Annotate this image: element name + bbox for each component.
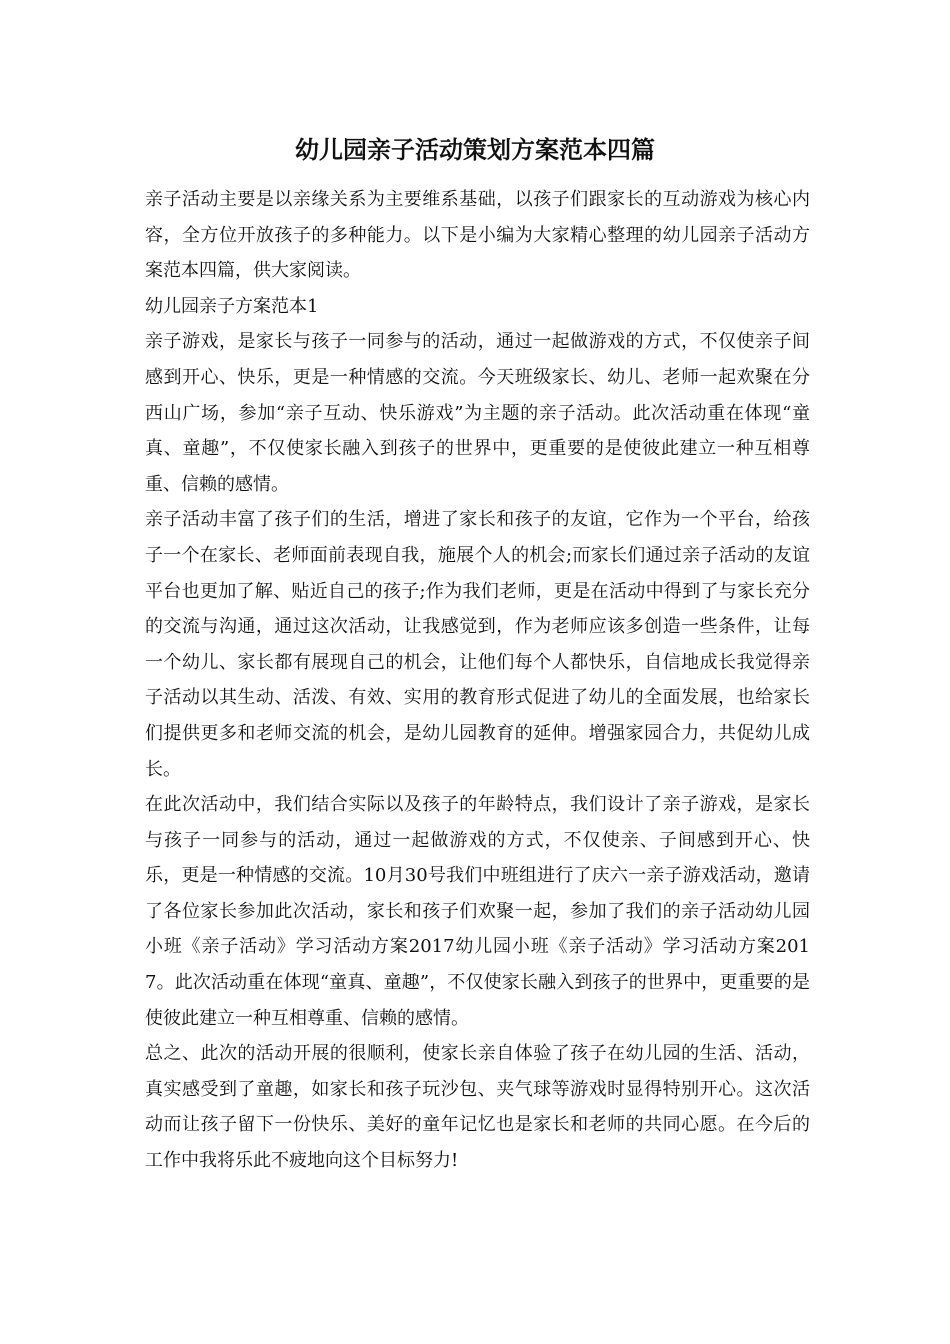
document-title: 幼儿园亲子活动策划方案范本四篇 bbox=[295, 135, 655, 164]
body-paragraph: 亲子活动丰富了孩子们的生活，增进了家长和孩子的友谊，它作为一个平台，给孩子一个在家长、老师面前表现自我，施展个人的机会;而家长们通过亲子活动的友谊平台也更加了解、贴近自己的孩子;作为我们老师，更是在活动中得到了与家长充分的交流与沟通，通过这次活动，让我感觉到，作为老师应该多创造一些条件，让每一个幼儿、家长都有展现自己的机会，让他们每个人都快乐，自信地成长我觉得亲子活动以其生动、活泼、有效、实用的教育形式促进了幼儿的全面发展，也给家长们提供更多和老师交流的机会，是幼儿园教育的延伸。增强家园合力，共促幼儿成长。 bbox=[145, 509, 810, 780]
body-paragraph: 总之、此次的活动开展的很顺利，使家长亲自体验了孩子在幼儿园的生活、活动，真实感受到了童趣，如家长和孩子玩沙包、夹气球等游戏时显得特别开心。这次活动而让孩子留下一份快乐、美好的童年记忆也是家长和老师的共同心愿。在今后的工作中我将乐此不疲地向这个目标努力! bbox=[145, 1043, 810, 1172]
body-paragraph: 在此次活动中，我们结合实际以及孩子的年龄特点，我们设计了亲子游戏，是家长与孩子一同参与的活动，通过一起做游戏的方式，不仅使亲、子间感到开心、快乐，更是一种情感的交流。10月30号我们中班组进行了庆六一亲子游戏活动，邀请了各位家长参加此次活动，家长和孩子们欢聚一起，参加了我们的亲子活动幼儿园小班《亲子活动》学习活动方案2017幼儿园小班《亲子活动》学习活动方案2017。此次活动重在体现“童真、童趣”，不仅使家长融入到孩子的世界中，更重要的是使彼此建立一种互相尊重、信赖的感情。 bbox=[145, 794, 810, 1029]
body-paragraph: 亲子游戏，是家长与孩子一同参与的活动，通过一起做游戏的方式，不仅使亲子间感到开心、快乐，更是一种情感的交流。今天班级家长、幼儿、老师一起欢聚在分西山广场，参加“亲子互动、快乐游戏”为主题的亲子活动。此次活动重在体现“童真、童趣”，不仅使家长融入到孩子的世界中，更重要的是使彼此建立一种互相尊重、信赖的感情。 bbox=[145, 331, 810, 495]
document-body bbox=[145, 182, 810, 1179]
intro-paragraph: 亲子活动主要是以亲缘关系为主要维系基础，以孩子们跟家长的互动游戏为核心内容，全方位开放孩子的多种能力。以下是小编为大家精心整理的幼儿园亲子活动方案范本四篇，供大家阅读。 bbox=[145, 189, 810, 282]
section-heading: 幼儿园亲子方案范本1 bbox=[145, 295, 319, 317]
